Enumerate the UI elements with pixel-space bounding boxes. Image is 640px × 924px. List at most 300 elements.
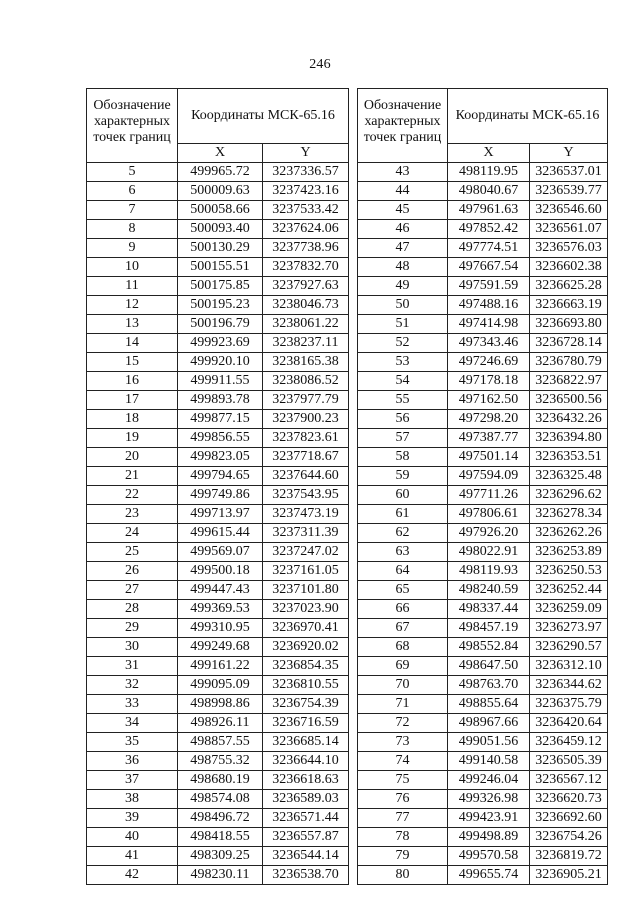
x-coordinate-cell: 497774.51 <box>448 239 530 258</box>
table-row <box>87 258 349 277</box>
table-row <box>87 296 349 315</box>
table-row <box>358 543 608 562</box>
x-coordinate-cell: 499326.98 <box>448 790 530 809</box>
point-number-cell: 76 <box>358 790 448 809</box>
x-coordinate-cell: 499500.18 <box>178 562 263 581</box>
y-coordinate-cell: 3236754.39 <box>263 695 349 714</box>
x-coordinate-cell: 499369.53 <box>178 600 263 619</box>
point-number-cell: 59 <box>358 467 448 486</box>
y-coordinate-cell: 3237423.16 <box>263 182 349 201</box>
y-coordinate-cell: 3236432.26 <box>530 410 608 429</box>
x-coordinate-cell: 499856.55 <box>178 429 263 448</box>
x-coordinate-cell: 497162.50 <box>448 391 530 410</box>
x-coordinate-cell: 500058.66 <box>178 201 263 220</box>
point-number-cell: 60 <box>358 486 448 505</box>
point-number-cell: 75 <box>358 771 448 790</box>
table-row <box>87 771 349 790</box>
table-row <box>87 600 349 619</box>
table-row <box>358 733 608 752</box>
table-row <box>358 353 608 372</box>
y-coordinate-cell: 3236544.14 <box>263 847 349 866</box>
y-coordinate-cell: 3236253.89 <box>530 543 608 562</box>
table-body-left <box>87 163 349 885</box>
point-number-cell: 49 <box>358 277 448 296</box>
point-number-cell: 80 <box>358 866 448 885</box>
table-row <box>358 771 608 790</box>
y-coordinate-cell: 3236290.57 <box>530 638 608 657</box>
table-row <box>358 315 608 334</box>
point-number-cell: 22 <box>87 486 178 505</box>
point-number-cell: 74 <box>358 752 448 771</box>
y-coordinate-cell: 3236546.60 <box>530 201 608 220</box>
x-coordinate-cell: 497414.98 <box>448 315 530 334</box>
x-coordinate-cell: 498998.86 <box>178 695 263 714</box>
point-number-cell: 61 <box>358 505 448 524</box>
y-coordinate-cell: 3236375.79 <box>530 695 608 714</box>
y-coordinate-cell: 3236663.19 <box>530 296 608 315</box>
x-coordinate-cell: 497298.20 <box>448 410 530 429</box>
point-number-cell: 30 <box>87 638 178 657</box>
point-number-cell: 7 <box>87 201 178 220</box>
y-coordinate-cell: 3237832.70 <box>263 258 349 277</box>
table-row <box>87 676 349 695</box>
x-coordinate-cell: 500093.40 <box>178 220 263 239</box>
x-coordinate-cell: 499893.78 <box>178 391 263 410</box>
x-coordinate-cell: 499447.43 <box>178 581 263 600</box>
x-coordinate-cell: 500155.51 <box>178 258 263 277</box>
table-row <box>87 220 349 239</box>
point-number-cell: 11 <box>87 277 178 296</box>
x-coordinate-cell: 497501.14 <box>448 448 530 467</box>
x-coordinate-cell: 499570.58 <box>448 847 530 866</box>
x-coordinate-cell: 497387.77 <box>448 429 530 448</box>
y-coordinate-cell: 3236567.12 <box>530 771 608 790</box>
y-coordinate-cell: 3236602.38 <box>530 258 608 277</box>
table-row <box>358 372 608 391</box>
point-number-cell: 70 <box>358 676 448 695</box>
x-coordinate-cell: 497806.61 <box>448 505 530 524</box>
table-row <box>358 182 608 201</box>
x-coordinate-cell: 497488.16 <box>448 296 530 315</box>
y-coordinate-cell: 3236325.48 <box>530 467 608 486</box>
y-header: Y <box>263 144 349 163</box>
y-coordinate-cell: 3236618.63 <box>263 771 349 790</box>
point-number-cell: 14 <box>87 334 178 353</box>
y-header: Y <box>530 144 608 163</box>
point-number-cell: 62 <box>358 524 448 543</box>
table-row <box>87 714 349 733</box>
x-coordinate-cell: 497961.63 <box>448 201 530 220</box>
x-coordinate-cell: 499911.55 <box>178 372 263 391</box>
x-coordinate-cell: 498119.95 <box>448 163 530 182</box>
y-coordinate-cell: 3237977.79 <box>263 391 349 410</box>
point-number-cell: 54 <box>358 372 448 391</box>
x-coordinate-cell: 498309.25 <box>178 847 263 866</box>
x-coordinate-cell: 498855.64 <box>448 695 530 714</box>
y-coordinate-cell: 3237644.60 <box>263 467 349 486</box>
table-row <box>358 638 608 657</box>
table-row <box>87 239 349 258</box>
x-coordinate-cell: 499249.68 <box>178 638 263 657</box>
x-coordinate-cell: 498230.11 <box>178 866 263 885</box>
table-row <box>358 239 608 258</box>
table-row <box>358 581 608 600</box>
point-number-cell: 63 <box>358 543 448 562</box>
table-row <box>358 562 608 581</box>
y-coordinate-cell: 3236920.02 <box>263 638 349 657</box>
x-coordinate-cell: 497178.18 <box>448 372 530 391</box>
x-coordinate-cell: 498680.19 <box>178 771 263 790</box>
x-coordinate-cell: 499310.95 <box>178 619 263 638</box>
y-coordinate-cell: 3236296.62 <box>530 486 608 505</box>
x-coordinate-cell: 498926.11 <box>178 714 263 733</box>
x-coordinate-cell: 500009.63 <box>178 182 263 201</box>
point-number-cell: 58 <box>358 448 448 467</box>
y-coordinate-cell: 3237101.80 <box>263 581 349 600</box>
y-coordinate-cell: 3236500.56 <box>530 391 608 410</box>
point-number-cell: 57 <box>358 429 448 448</box>
x-coordinate-cell: 499161.22 <box>178 657 263 676</box>
x-coordinate-cell: 500175.85 <box>178 277 263 296</box>
point-number-cell: 69 <box>358 657 448 676</box>
x-coordinate-cell: 499749.86 <box>178 486 263 505</box>
coords-group-header: Координаты МСК-65.16 <box>448 89 608 144</box>
table-row <box>358 448 608 467</box>
table-row <box>87 581 349 600</box>
table-row <box>358 619 608 638</box>
table-row <box>358 201 608 220</box>
table-row <box>358 524 608 543</box>
x-coordinate-cell: 498496.72 <box>178 809 263 828</box>
x-coordinate-cell: 499823.05 <box>178 448 263 467</box>
y-coordinate-cell: 3236780.79 <box>530 353 608 372</box>
y-coordinate-cell: 3236252.44 <box>530 581 608 600</box>
y-coordinate-cell: 3236905.21 <box>530 866 608 885</box>
y-coordinate-cell: 3237311.39 <box>263 524 349 543</box>
table-row <box>358 714 608 733</box>
point-number-cell: 6 <box>87 182 178 201</box>
table-body-right <box>358 163 608 885</box>
point-number-cell: 33 <box>87 695 178 714</box>
table-row <box>87 562 349 581</box>
x-header: X <box>178 144 263 163</box>
x-coordinate-cell: 498755.32 <box>178 752 263 771</box>
point-number-cell: 18 <box>87 410 178 429</box>
table-row <box>87 733 349 752</box>
point-number-cell: 34 <box>87 714 178 733</box>
x-coordinate-cell: 498647.50 <box>448 657 530 676</box>
table-row <box>87 752 349 771</box>
x-coordinate-cell: 498119.93 <box>448 562 530 581</box>
x-coordinate-cell: 499794.65 <box>178 467 263 486</box>
x-coordinate-cell: 499095.09 <box>178 676 263 695</box>
point-number-cell: 68 <box>358 638 448 657</box>
table-row <box>87 315 349 334</box>
point-number-cell: 38 <box>87 790 178 809</box>
point-number-cell: 78 <box>358 828 448 847</box>
table-row <box>358 163 608 182</box>
point-label-header: Обозначение характерных точек границ <box>87 89 178 163</box>
coordinates-table-right <box>357 88 608 885</box>
x-coordinate-cell: 497711.26 <box>448 486 530 505</box>
point-number-cell: 17 <box>87 391 178 410</box>
y-coordinate-cell: 3236557.87 <box>263 828 349 847</box>
point-number-cell: 28 <box>87 600 178 619</box>
y-coordinate-cell: 3236539.77 <box>530 182 608 201</box>
table-row <box>358 258 608 277</box>
point-number-cell: 25 <box>87 543 178 562</box>
table-row <box>87 619 349 638</box>
point-number-cell: 44 <box>358 182 448 201</box>
point-number-cell: 51 <box>358 315 448 334</box>
point-number-cell: 19 <box>87 429 178 448</box>
x-coordinate-cell: 500130.29 <box>178 239 263 258</box>
y-coordinate-cell: 3236344.62 <box>530 676 608 695</box>
table-row <box>87 524 349 543</box>
y-coordinate-cell: 3236644.10 <box>263 752 349 771</box>
y-coordinate-cell: 3237718.67 <box>263 448 349 467</box>
table-row <box>87 429 349 448</box>
y-coordinate-cell: 3238165.38 <box>263 353 349 372</box>
table-row <box>87 334 349 353</box>
x-coordinate-cell: 497343.46 <box>448 334 530 353</box>
y-coordinate-cell: 3236625.28 <box>530 277 608 296</box>
x-coordinate-cell: 498418.55 <box>178 828 263 847</box>
y-coordinate-cell: 3237473.19 <box>263 505 349 524</box>
point-number-cell: 42 <box>87 866 178 885</box>
table-row <box>358 828 608 847</box>
x-coordinate-cell: 499423.91 <box>448 809 530 828</box>
table-row <box>358 505 608 524</box>
point-number-cell: 66 <box>358 600 448 619</box>
table-row <box>358 429 608 448</box>
y-coordinate-cell: 3236571.44 <box>263 809 349 828</box>
y-coordinate-cell: 3238061.22 <box>263 315 349 334</box>
y-coordinate-cell: 3237533.42 <box>263 201 349 220</box>
table-row <box>358 334 608 353</box>
y-coordinate-cell: 3236394.80 <box>530 429 608 448</box>
y-coordinate-cell: 3236728.14 <box>530 334 608 353</box>
point-number-cell: 47 <box>358 239 448 258</box>
table-row <box>358 391 608 410</box>
x-coordinate-cell: 498337.44 <box>448 600 530 619</box>
y-coordinate-cell: 3237823.61 <box>263 429 349 448</box>
x-coordinate-cell: 497926.20 <box>448 524 530 543</box>
point-number-cell: 15 <box>87 353 178 372</box>
point-number-cell: 9 <box>87 239 178 258</box>
x-coordinate-cell: 499569.07 <box>178 543 263 562</box>
y-coordinate-cell: 3236576.03 <box>530 239 608 258</box>
y-coordinate-cell: 3236589.03 <box>263 790 349 809</box>
coords-group-header: Координаты МСК-65.16 <box>178 89 349 144</box>
point-number-cell: 29 <box>87 619 178 638</box>
table-row <box>87 866 349 885</box>
x-coordinate-cell: 499713.97 <box>178 505 263 524</box>
point-number-cell: 71 <box>358 695 448 714</box>
x-coordinate-cell: 500196.79 <box>178 315 263 334</box>
table-row <box>358 486 608 505</box>
x-coordinate-cell: 499655.74 <box>448 866 530 885</box>
y-coordinate-cell: 3238046.73 <box>263 296 349 315</box>
table-row <box>87 448 349 467</box>
y-coordinate-cell: 3237336.57 <box>263 163 349 182</box>
x-coordinate-cell: 498040.67 <box>448 182 530 201</box>
table-row <box>358 752 608 771</box>
point-number-cell: 50 <box>358 296 448 315</box>
table-row <box>87 847 349 866</box>
table-row <box>87 638 349 657</box>
y-coordinate-cell: 3236693.80 <box>530 315 608 334</box>
x-coordinate-cell: 499615.44 <box>178 524 263 543</box>
point-number-cell: 13 <box>87 315 178 334</box>
y-coordinate-cell: 3236537.01 <box>530 163 608 182</box>
point-number-cell: 24 <box>87 524 178 543</box>
point-number-cell: 64 <box>358 562 448 581</box>
table-row <box>87 353 349 372</box>
y-coordinate-cell: 3236854.35 <box>263 657 349 676</box>
x-header: X <box>448 144 530 163</box>
x-coordinate-cell: 498574.08 <box>178 790 263 809</box>
y-coordinate-cell: 3236692.60 <box>530 809 608 828</box>
y-coordinate-cell: 3237900.23 <box>263 410 349 429</box>
point-number-cell: 41 <box>87 847 178 866</box>
x-coordinate-cell: 497591.59 <box>448 277 530 296</box>
table-row <box>358 790 608 809</box>
x-coordinate-cell: 499246.04 <box>448 771 530 790</box>
table-row <box>358 296 608 315</box>
y-coordinate-cell: 3236312.10 <box>530 657 608 676</box>
table-row <box>87 486 349 505</box>
point-number-cell: 45 <box>358 201 448 220</box>
table-row <box>358 600 608 619</box>
point-number-cell: 79 <box>358 847 448 866</box>
table-row <box>358 847 608 866</box>
x-coordinate-cell: 500195.23 <box>178 296 263 315</box>
point-number-cell: 36 <box>87 752 178 771</box>
coordinates-tables <box>86 88 608 885</box>
table-row <box>87 391 349 410</box>
point-number-cell: 52 <box>358 334 448 353</box>
table-row <box>87 372 349 391</box>
y-coordinate-cell: 3237023.90 <box>263 600 349 619</box>
x-coordinate-cell: 499877.15 <box>178 410 263 429</box>
table-row <box>358 809 608 828</box>
point-number-cell: 55 <box>358 391 448 410</box>
table-row <box>358 676 608 695</box>
x-coordinate-cell: 497667.54 <box>448 258 530 277</box>
point-number-cell: 53 <box>358 353 448 372</box>
point-number-cell: 77 <box>358 809 448 828</box>
y-coordinate-cell: 3236716.59 <box>263 714 349 733</box>
table-row <box>358 467 608 486</box>
x-coordinate-cell: 498022.91 <box>448 543 530 562</box>
point-number-cell: 39 <box>87 809 178 828</box>
point-number-cell: 67 <box>358 619 448 638</box>
point-number-cell: 16 <box>87 372 178 391</box>
table-row <box>87 182 349 201</box>
point-number-cell: 12 <box>87 296 178 315</box>
x-coordinate-cell: 498857.55 <box>178 733 263 752</box>
table-row <box>87 410 349 429</box>
y-coordinate-cell: 3236810.55 <box>263 676 349 695</box>
x-coordinate-cell: 499051.56 <box>448 733 530 752</box>
y-coordinate-cell: 3236754.26 <box>530 828 608 847</box>
x-coordinate-cell: 499965.72 <box>178 163 263 182</box>
point-number-cell: 72 <box>358 714 448 733</box>
x-coordinate-cell: 499140.58 <box>448 752 530 771</box>
y-coordinate-cell: 3237247.02 <box>263 543 349 562</box>
x-coordinate-cell: 499923.69 <box>178 334 263 353</box>
table-row <box>358 410 608 429</box>
point-number-cell: 48 <box>358 258 448 277</box>
table-row <box>87 543 349 562</box>
point-number-cell: 46 <box>358 220 448 239</box>
y-coordinate-cell: 3237738.96 <box>263 239 349 258</box>
y-coordinate-cell: 3236538.70 <box>263 866 349 885</box>
y-coordinate-cell: 3236420.64 <box>530 714 608 733</box>
point-number-cell: 43 <box>358 163 448 182</box>
table-row <box>358 695 608 714</box>
y-coordinate-cell: 3236353.51 <box>530 448 608 467</box>
table-row <box>87 467 349 486</box>
table-row <box>87 505 349 524</box>
table-row <box>87 809 349 828</box>
x-coordinate-cell: 497594.09 <box>448 467 530 486</box>
y-coordinate-cell: 3236459.12 <box>530 733 608 752</box>
y-coordinate-cell: 3236685.14 <box>263 733 349 752</box>
point-number-cell: 37 <box>87 771 178 790</box>
x-coordinate-cell: 499920.10 <box>178 353 263 372</box>
y-coordinate-cell: 3237927.63 <box>263 277 349 296</box>
point-number-cell: 65 <box>358 581 448 600</box>
y-coordinate-cell: 3236278.34 <box>530 505 608 524</box>
y-coordinate-cell: 3238086.52 <box>263 372 349 391</box>
point-number-cell: 26 <box>87 562 178 581</box>
coordinates-table-left <box>86 88 349 885</box>
y-coordinate-cell: 3236505.39 <box>530 752 608 771</box>
page-number: 246 <box>309 57 331 72</box>
x-coordinate-cell: 497246.69 <box>448 353 530 372</box>
x-coordinate-cell: 498240.59 <box>448 581 530 600</box>
table-row <box>87 828 349 847</box>
y-coordinate-cell: 3236819.72 <box>530 847 608 866</box>
table-row <box>358 220 608 239</box>
point-number-cell: 21 <box>87 467 178 486</box>
y-coordinate-cell: 3236970.41 <box>263 619 349 638</box>
y-coordinate-cell: 3236561.07 <box>530 220 608 239</box>
x-coordinate-cell: 498457.19 <box>448 619 530 638</box>
y-coordinate-cell: 3237624.06 <box>263 220 349 239</box>
x-coordinate-cell: 498967.66 <box>448 714 530 733</box>
y-coordinate-cell: 3237161.05 <box>263 562 349 581</box>
table-row <box>358 277 608 296</box>
point-number-cell: 32 <box>87 676 178 695</box>
table-row <box>87 163 349 182</box>
point-label-header: Обозначение характерных точек границ <box>358 89 448 163</box>
y-coordinate-cell: 3238237.11 <box>263 334 349 353</box>
table-row <box>358 866 608 885</box>
y-coordinate-cell: 3236822.97 <box>530 372 608 391</box>
y-coordinate-cell: 3236262.26 <box>530 524 608 543</box>
y-coordinate-cell: 3236250.53 <box>530 562 608 581</box>
point-number-cell: 20 <box>87 448 178 467</box>
table-row <box>87 695 349 714</box>
point-number-cell: 8 <box>87 220 178 239</box>
x-coordinate-cell: 497852.42 <box>448 220 530 239</box>
point-number-cell: 35 <box>87 733 178 752</box>
y-coordinate-cell: 3237543.95 <box>263 486 349 505</box>
table-row <box>87 657 349 676</box>
